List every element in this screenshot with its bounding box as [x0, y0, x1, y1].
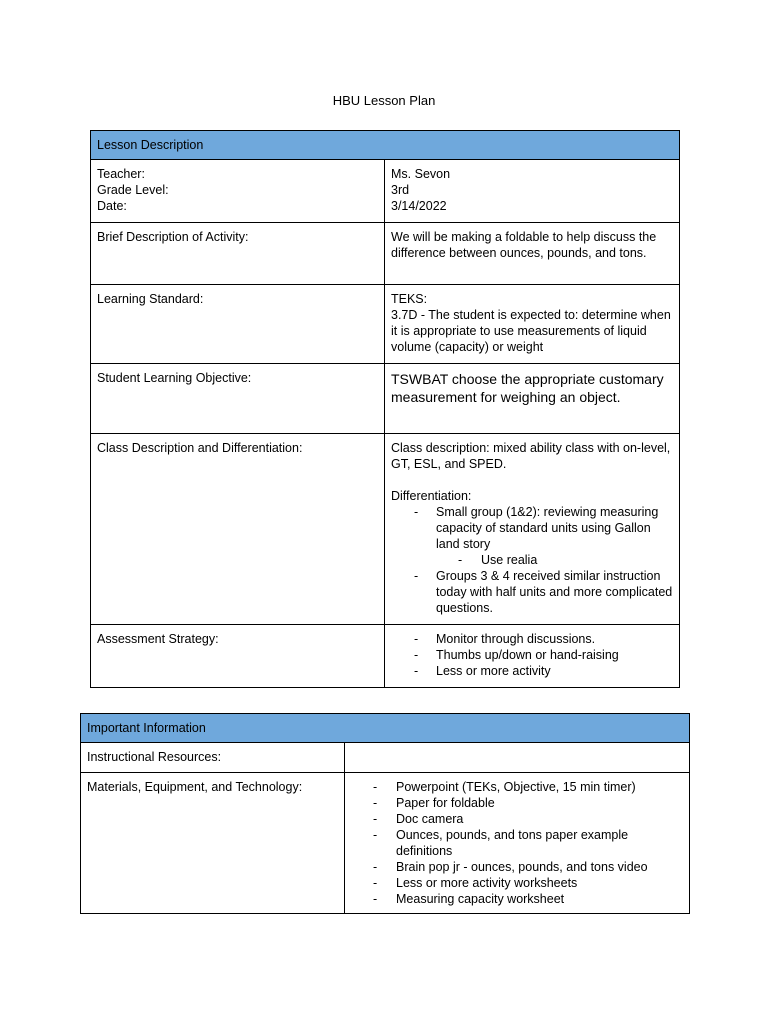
learning-standard-label: Learning Standard:	[91, 285, 385, 364]
teks-label: TEKS:	[391, 292, 428, 306]
class-description-row	[91, 434, 680, 625]
important-information-header: Important Information	[81, 714, 690, 743]
objective-value: TSWBAT choose the appropriate customary measurement for weighing an object.	[385, 364, 680, 434]
materials-list	[351, 779, 683, 907]
resources-value	[345, 743, 690, 773]
brief-description-label: Brief Description of Activity:	[91, 223, 385, 285]
resources-row	[81, 743, 690, 773]
list-item: - Less or more activity worksheets	[351, 875, 683, 891]
list-item: - Measuring capacity worksheet	[351, 891, 683, 907]
teacher-label: Teacher:	[97, 167, 145, 181]
materials-label: Materials, Equipment, and Technology:	[81, 773, 345, 914]
brief-description-value: We will be making a foldable to help discuss the difference between ounces, pounds, and tons.	[385, 223, 680, 285]
date-value: 3/14/2022	[391, 199, 447, 213]
differentiation-list	[391, 504, 673, 616]
list-item: - Less or more activity	[391, 663, 673, 679]
grade-level-label: Grade Level:	[97, 183, 169, 197]
important-information-table	[80, 713, 690, 914]
assessment-row	[91, 625, 680, 688]
class-description-label: Class Description and Differentiation:	[91, 434, 385, 625]
differentiation-label: Differentiation:	[391, 489, 472, 503]
teacher-value: Ms. Sevon	[391, 167, 451, 181]
lesson-description-header: Lesson Description	[91, 131, 680, 160]
list-item: - Groups 3 & 4 received similar instruction today with half units and more complicated questions.	[391, 568, 673, 616]
assessment-list	[391, 631, 673, 679]
grade-level-value: 3rd	[391, 183, 410, 197]
learning-standard-row	[91, 285, 680, 364]
list-item: - Brain pop jr - ounces, pounds, and tons video	[351, 859, 683, 875]
objective-label: Student Learning Objective:	[91, 364, 385, 434]
objective-row	[91, 364, 680, 434]
materials-row	[81, 773, 690, 914]
list-item: - Thumbs up/down or hand-raising	[391, 647, 673, 663]
date-label: Date:	[97, 199, 127, 213]
learning-standard-value: 3.7D - The student is expected to: determine when it is appropriate to use measurements of liquid volume (capacity) or weight	[391, 308, 671, 354]
list-item: - Powerpoint (TEKs, Objective, 15 min timer)	[351, 779, 683, 795]
list-item: - Monitor through discussions.	[391, 631, 673, 647]
brief-description-row	[91, 223, 680, 285]
assessment-label: Assessment Strategy:	[91, 625, 385, 688]
list-item: - Paper for foldable	[351, 795, 683, 811]
list-item: - Use realia	[391, 552, 673, 568]
list-item: - Ounces, pounds, and tons paper example definitions	[351, 827, 683, 859]
resources-label: Instructional Resources:	[81, 743, 345, 773]
lesson-description-table	[90, 130, 680, 688]
document-title: HBU Lesson Plan	[332, 93, 436, 108]
list-item: - Doc camera	[351, 811, 683, 827]
class-description-value: Class description: mixed ability class with on-level, GT, ESL, and SPED.	[391, 441, 671, 471]
list-item: - Small group (1&2): reviewing measuring capacity of standard units using Gallon land story	[391, 504, 673, 552]
teacher-row	[91, 160, 680, 223]
